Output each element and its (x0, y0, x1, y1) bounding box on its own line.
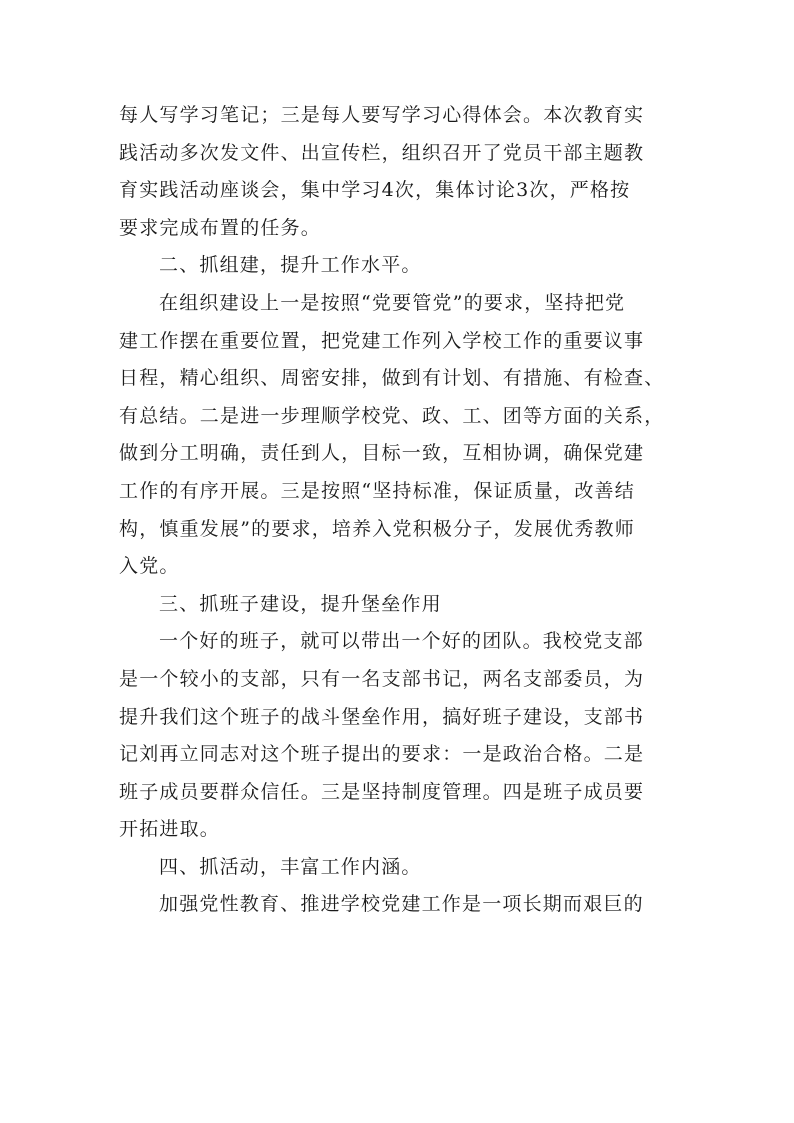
text-line: 是一个较小的支部，只有一名支部书记，两名支部委员，为 (119, 667, 645, 690)
text-line: 提升我们这个班子的战斗堡垒作用，搞好班子建设，支部书 (119, 705, 645, 728)
text-line: 要求完成布置的任务。 (119, 216, 322, 239)
text-line: 入党。 (119, 555, 180, 578)
text-line: 加强党性教育、推进学校党建工作是一项长期而艰巨的 (159, 893, 644, 916)
text-line: 在组织建设上一是按照“党要管党”的要求，坚持把党 (159, 291, 626, 314)
text-line: 三、抓班子建设，提升堡垒作用 (159, 592, 442, 615)
text-line: 班子成员要群众信任。三是坚持制度管理。四是班子成员要 (119, 780, 645, 803)
text-line: 育实践活动座谈会，集中学习4次，集体讨论3次，严格按 (119, 179, 631, 202)
text-line: 做到分工明确，责任到人，目标一致，互相协调，确保党建 (119, 442, 645, 465)
text-line: 每人写学习笔记；三是每人要写学习心得体会。本次教育实 (119, 104, 645, 126)
text-line: 日程，精心组织、周密安排，做到有计划、有措施、有检查、 (119, 367, 665, 390)
document-body (119, 97, 679, 924)
text-line: 四、抓活动，丰富工作内涵。 (159, 855, 422, 878)
text-line: 工作的有序开展。三是按照“坚持标准，保证质量，改善结 (119, 479, 635, 502)
text-line: 记刘再立同志对这个班子提出的要求：一是政治合格。二是 (119, 743, 645, 766)
text-line: 构，慎重发展”的要求，培养入党积极分子，发展优秀教师 (119, 517, 635, 540)
text-line: 一个好的班子，就可以带出一个好的团队。我校党支部 (159, 630, 644, 653)
text-line: 开拓进取。 (119, 818, 221, 841)
text-line: 二、抓组建，提升工作水平。 (159, 254, 422, 277)
text-line: 有总结。二是进一步理顺学校党、政、工、团等方面的关系， (119, 404, 665, 427)
text-line: 建工作摆在重要位置，把党建工作列入学校工作的重要议事 (119, 329, 645, 352)
text-line: 践活动多次发文件、出宣传栏，组织召开了党员干部主题教 (119, 141, 645, 164)
